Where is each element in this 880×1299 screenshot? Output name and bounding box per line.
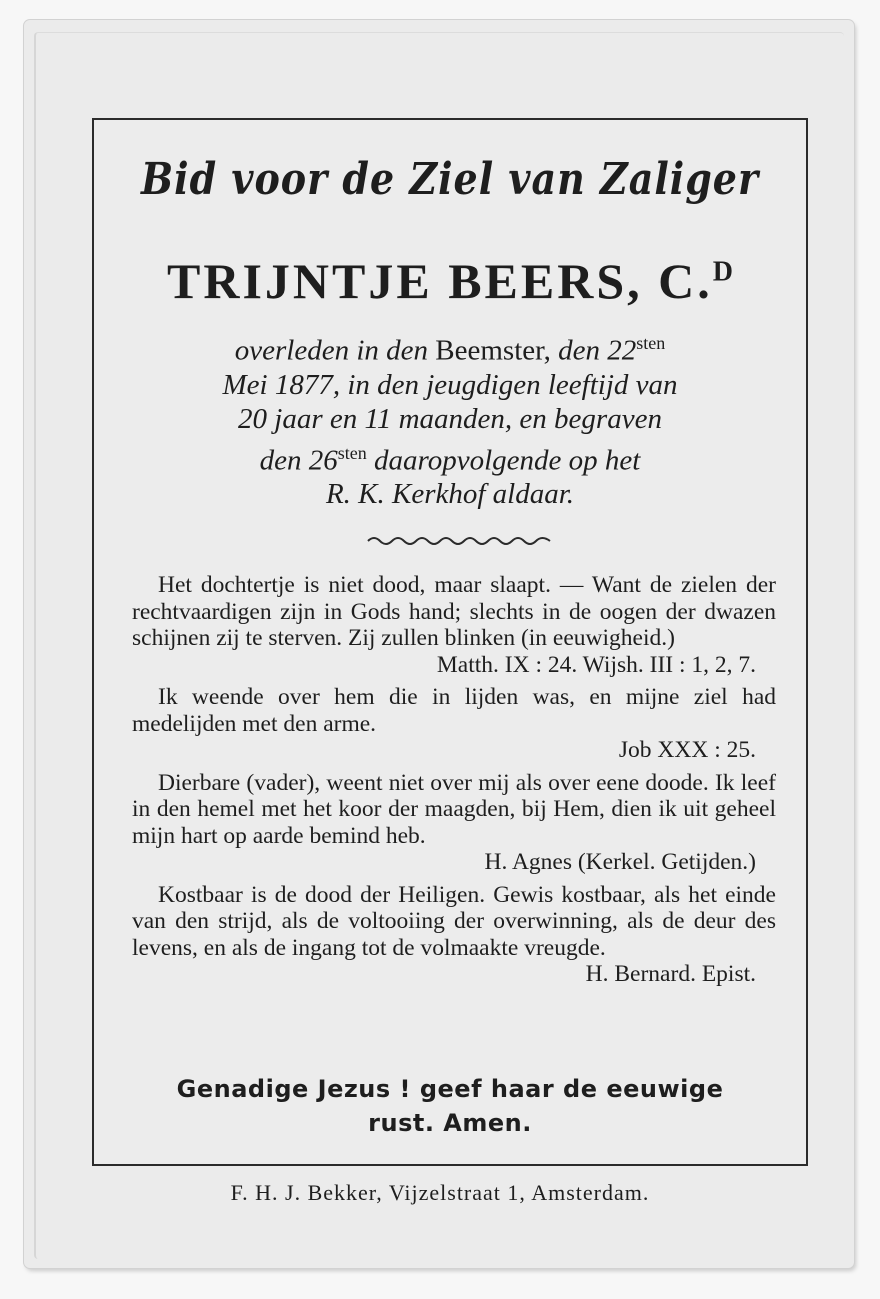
- deceased-name-text: TRIJNTJE BEERS, C.: [166, 253, 713, 309]
- closing-prayer: [124, 1072, 776, 1140]
- death-place: Beemster,: [435, 334, 551, 367]
- verse-text: Kostbaar is de dood der Heiligen. Gewis kostbaar, als het einde van den strijd, als de voltooiing der overwinning, als de deur des levens, en als de ingang tot de volmaakte vreugde.: [132, 881, 776, 961]
- death-line-4b: daaropvolgende op het: [366, 444, 641, 477]
- death-line-3: 20 jaar en 11 maanden, en begraven: [238, 402, 662, 435]
- death-line-1a: overleden in den: [234, 334, 429, 367]
- death-line-1: [124, 326, 776, 368]
- text-frame: [92, 118, 808, 1166]
- death-notice: [124, 326, 776, 511]
- death-line-4: [124, 436, 776, 478]
- verse-reference: Matth. IX : 24. Wijsh. III : 1, 2, 7.: [436, 651, 756, 678]
- name-suffix: D: [712, 256, 734, 288]
- prayer-heading: Bid voor de Ziel van Zaliger: [141, 152, 759, 205]
- scripture-verses: [132, 572, 776, 988]
- verse-text: Ik weende over hem die in lijden was, en mijne ziel had medelijden met den arme.: [132, 684, 776, 737]
- burial-day-suffix: sten: [337, 442, 367, 463]
- closing-prayer-line-2: rust. Amen.: [368, 1109, 532, 1137]
- death-line-1c: den 22: [558, 334, 637, 367]
- verse-text: Het dochtertje is niet dood, maar slaapt. — Want de zielen der rechtvaardigen zijn in Gods hand; slechts in de oogen der dwazen schijnen zij te sterven. Zij zullen blinken (in eeuwigheid.): [132, 572, 776, 651]
- verse-reference: H. Bernard. Epist.: [585, 961, 756, 987]
- burial-day: den 26: [259, 444, 338, 477]
- death-line-5: R. K. Kerkhof aldaar.: [325, 478, 575, 511]
- deceased-name: [94, 252, 806, 310]
- verse-reference: H. Agnes (Kerkel. Getijden.): [484, 849, 756, 875]
- closing-prayer-line-1: Genadige Jezus ! geef haar de eeuwige: [176, 1075, 724, 1103]
- verse-text: Dierbare (vader), weent niet over mij als over eene doode. Ik leef in den hemel met het koor der maagden, bij Hem, dien ik uit geheel mijn hart op aarde bemind heb.: [132, 769, 776, 849]
- verse-reference: Job XXX : 25.: [618, 737, 756, 763]
- death-line-2: Mei 1877, in den jeugdigen leeftijd van: [222, 368, 678, 401]
- printer-imprint: F. H. J. Bekker, Vijzelstraat 1, Amsterdam.: [230, 1180, 650, 1205]
- death-day-suffix: sten: [636, 333, 666, 353]
- ornament-divider: [366, 532, 552, 548]
